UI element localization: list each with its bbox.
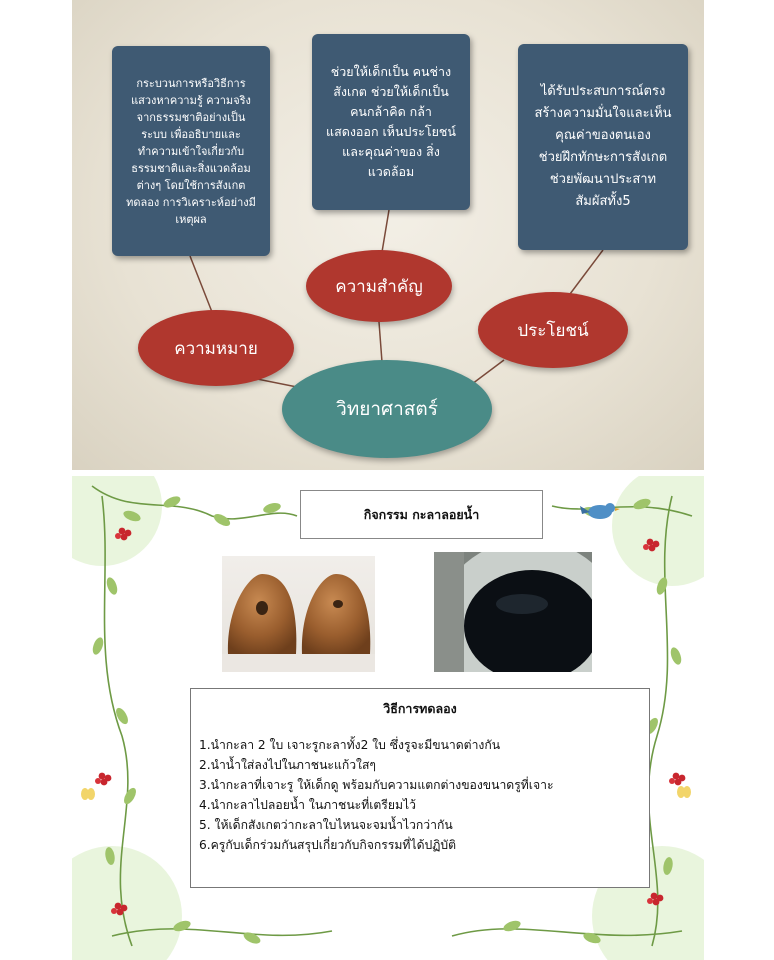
coconut-shells-image <box>222 556 375 672</box>
water-basin-photo <box>434 552 592 672</box>
procedure-step: 1.นำกะลา 2 ใบ เจาะรูกะลาทั้ง2 ใบ ซึ่งรูจะมีขนาดต่างกัน <box>199 738 501 752</box>
activity-title: กิจกรรม กะลาลอยน้ำ <box>300 490 543 539</box>
benefit-description-box: ได้รับประสบการณ์ตรง สร้างความมั่นใจและเห็น คุณค่าของตนเอง ช่วยฝึกทักษะการสังเกต ช่วยพัฒนาประสาท สัมผัสทั้ง5 <box>518 44 688 250</box>
experiment-slide <box>72 476 704 960</box>
procedure-step: 6.ครูกับเด็กร่วมกันสรุปเกี่ยวกับกิจกรรมที่ได้ปฏิบัติ <box>199 838 457 852</box>
definition-description-box: กระบวนการหรือวิธีการ แสวงหาความรู้ ความจริง จากธรรมชาติอย่างเป็น ระบบ เพื่ออธิบายและ ทำความเข้าใจเกี่ยวกับ ธรรมชาติและสิ่งแวดล้อม ต่างๆ โดยใช้การสังเกต ทดลอง การวิเคราะห์อย่างมี เหตุผล <box>112 46 270 256</box>
benefit-node: ประโยชน์ <box>478 292 628 368</box>
importance-node: ความสำคัญ <box>306 250 452 322</box>
mindmap-slide <box>72 0 704 470</box>
water-basin-image <box>434 552 592 672</box>
procedure-step: 3.นำกะลาที่เจาะรู ให้เด็กดู พร้อมกับความแตกต่างของขนาดรูที่เจาะ <box>199 778 554 792</box>
procedure-title: วิธีการทดลอง <box>383 701 457 716</box>
procedure-steps-list <box>199 735 649 855</box>
coconut-shells-photo <box>222 556 375 672</box>
importance-description-box: ช่วยให้เด็กเป็น คนช่าง สังเกต ช่วยให้เด็กเป็น คนกล้าคิด กล้า แสดงออก เห็นประโยชน์ และคุณค่าของ สิ่ง แวดล้อม <box>312 34 470 210</box>
definition-node: ความหมาย <box>138 310 294 386</box>
procedure-step: 2.นำน้ำใส่ลงไปในภาชนะแก้วใสๆ <box>199 758 376 772</box>
science-center-node: วิทยาศาสตร์ <box>282 360 492 458</box>
procedure-step: 5. ให้เด็กสังเกตว่ากะลาใบไหนจะจมน้ำไวกว่ากัน <box>199 818 453 832</box>
procedure-step: 4.นำกะลาไปลอยน้ำ ในภาชนะที่เตรียมไว้ <box>199 798 417 812</box>
procedure-box <box>190 688 650 888</box>
